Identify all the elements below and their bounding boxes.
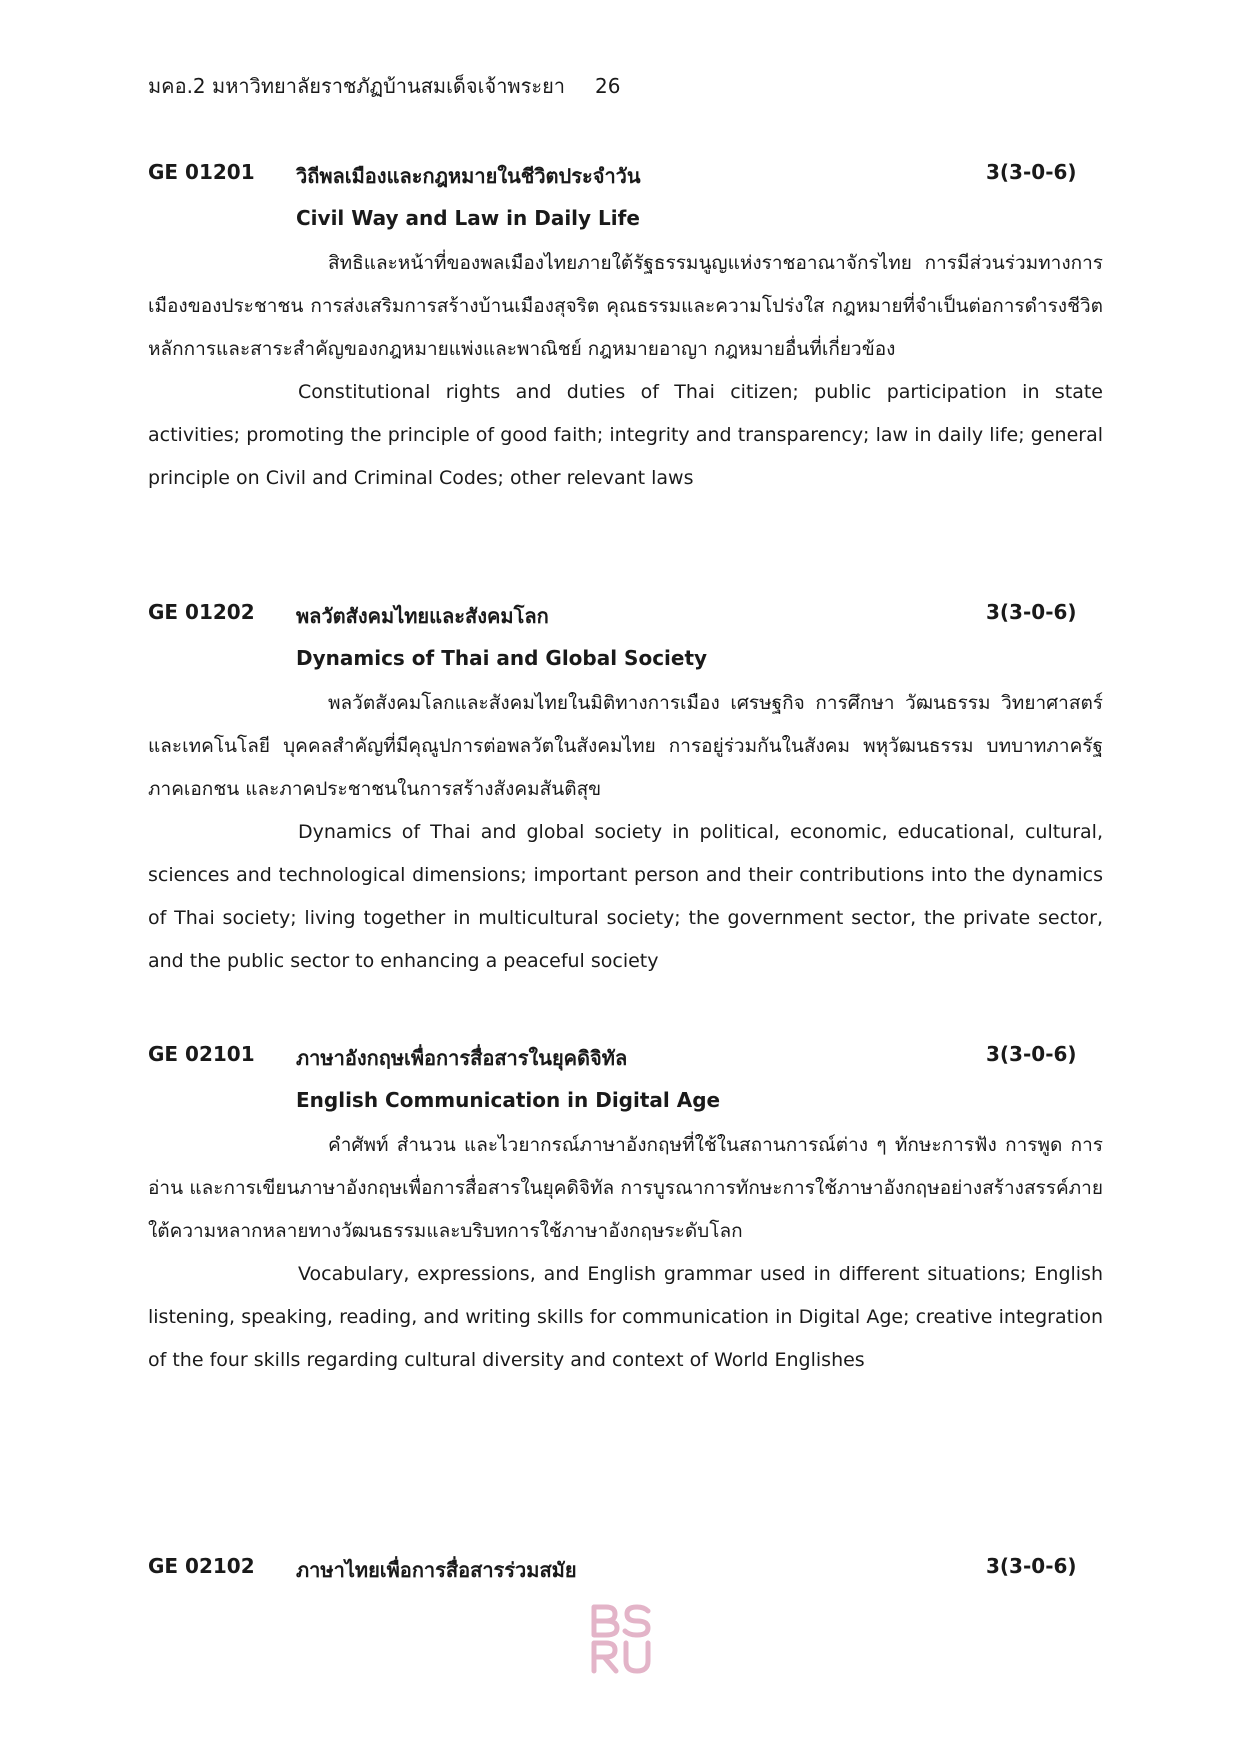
page-header (148, 70, 621, 102)
course-credits: 3(3-0-6) (986, 600, 1077, 624)
course-heading (148, 1042, 1103, 1078)
course-block (148, 1042, 1103, 1382)
course-code: GE 02101 (148, 1042, 255, 1066)
course-credits: 3(3-0-6) (986, 1554, 1077, 1578)
bsru-logo-watermark (588, 1603, 654, 1675)
course-description-en: Dynamics of Thai and global society in political, economic, educational, cultural, sciences and technological dimensions; important person and their contributions into the dynamics of Thai society; living together in multicultural society; the government sector, the private sector, and the public sector to enhancing a peaceful society (148, 821, 1103, 972)
course-code: GE 01202 (148, 600, 255, 624)
bsru-logo-icon (594, 1607, 648, 1671)
course-code: GE 02102 (148, 1554, 255, 1578)
course-description-th: สิทธิและหน้าที่ของพลเมืองไทยภายใต้รัฐธรรมนูญแห่งราชอาณาจักรไทย การมีส่วนร่วมทางการเมืองของประชาชน การส่งเสริมการสร้างบ้านเมืองสุจริต คุณธรรมและความโปร่งใส กฎหมายที่จำเป็นต่อการดำรงชีวิต หลักการและสาระสำคัญของกฎหมายแพ่งและพาณิชย์ กฎหมายอาญา กฎหมายอื่นที่เกี่ยวข้อง (148, 252, 1103, 360)
course-title-en: Civil Way and Law in Daily Life (296, 206, 640, 230)
course-block (148, 600, 1103, 983)
course-description-th: คำศัพท์ สำนวน และไวยากรณ์ภาษาอังกฤษที่ใช้ในสถานการณ์ต่าง ๆ ทักษะการฟัง การพูด การอ่าน และการเขียนภาษาอังกฤษเพื่อการสื่อสารในยุคดิจิทัล การบูรณาการทักษะการใช้ภาษาอังกฤษอย่างสร้างสรรค์ภายใต้ความหลากหลายทางวัฒนธรรมและบริบทการใช้ภาษาอังกฤษระดับโลก (148, 1134, 1103, 1242)
course-description-en: Vocabulary, expressions, and English grammar used in different situations; English listening, speaking, reading, and writing skills for communication in Digital Age; creative integration of the four skills regarding cultural diversity and context of World Englishes (148, 1263, 1103, 1371)
course-block (148, 160, 1103, 500)
course-credits: 3(3-0-6) (986, 160, 1077, 184)
course-title-en: Dynamics of Thai and Global Society (296, 646, 708, 670)
course-heading (148, 600, 1103, 636)
course-heading (148, 160, 1103, 196)
course-description-th: พลวัตสังคมโลกและสังคมไทยในมิติทางการเมือง เศรษฐกิจ การศึกษา วัฒนธรรม วิทยาศาสตร์และเทคโนโลยี บุคคลสำคัญที่มีคุณูปการต่อพลวัตในสังคมไทย การอยู่ร่วมกันในสังคม พหุวัฒนธรรม บทบาทภาครัฐ ภาคเอกชน และภาคประชาชนในการสร้างสังคมสันติสุข (148, 692, 1103, 800)
course-title-th: วิถีพลเมืองและกฎหมายในชีวิตประจำวัน (296, 164, 641, 188)
course-title-th: ภาษาอังกฤษเพื่อการสื่อสารในยุคดิจิทัล (296, 1046, 628, 1070)
page-number: 26 (595, 74, 621, 98)
course-description-en: Constitutional rights and duties of Thai citizen; public participation in state activities; promoting the principle of good faith; integrity and transparency; law in daily life; general principle on Civil and Criminal Codes; other relevant laws (148, 381, 1103, 489)
course-heading (148, 1554, 1103, 1590)
course-block (148, 1554, 1103, 1590)
course-code: GE 01201 (148, 160, 255, 184)
course-title-en: English Communication in Digital Age (296, 1088, 721, 1112)
course-title-th: พลวัตสังคมไทยและสังคมโลก (296, 604, 549, 628)
course-title-th: ภาษาไทยเพื่อการสื่อสารร่วมสมัย (296, 1558, 577, 1582)
header-text: มคอ.2 มหาวิทยาลัยราชภัฏบ้านสมเด็จเจ้าพระยา (148, 74, 566, 98)
course-credits: 3(3-0-6) (986, 1042, 1077, 1066)
